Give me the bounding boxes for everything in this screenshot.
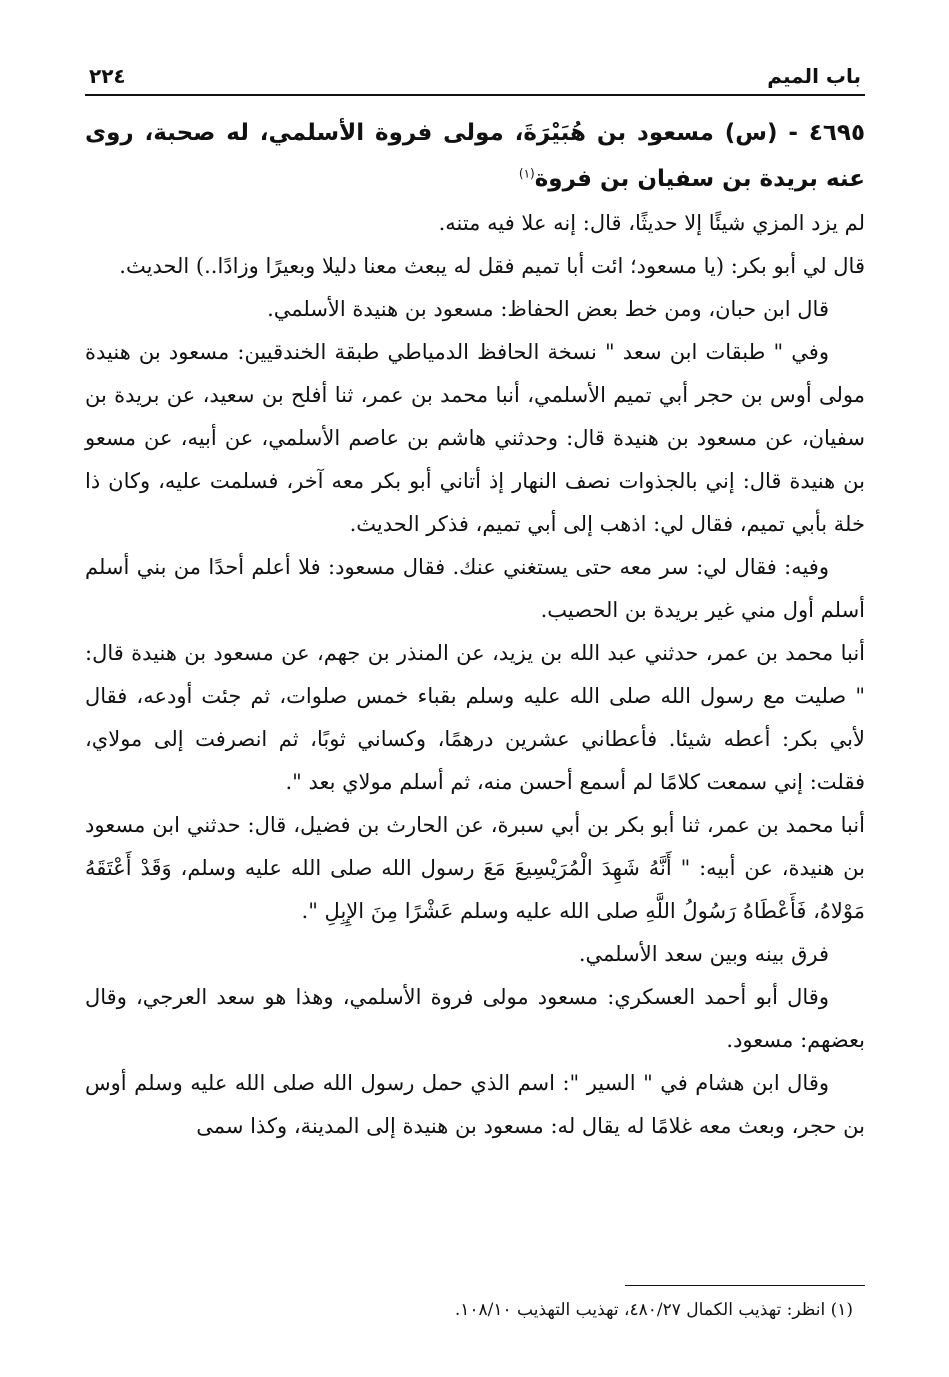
paragraph: وقال أبو أحمد العسكري: مسعود مولى فروة الأسلمي، وهذا هو سعد العرجي، وقال بعضهم: مسعود. bbox=[85, 985, 865, 1052]
paragraph: وفي " طبقات ابن سعد " نسخة الحافظ الدمياطي طبقة الخندقيين: مسعود بن هنيدة مولى أوس بن حجر أبي تميم الأسلمي، أنبا محمد بن عمر، ثنا أفلح بن سعيد، عن بريدة بن سفيان، عن مسعود بن هنيدة قال: وحدثني هاشم بن عاصم الأسلمي، عن أبيه، عن مسعو بن هنيدة قال: إني بالجذوات نصف النهار إذ أتاني أبو بكر معه آخر، فسلمت عليه، وكان ذا خلة بأبي تميم، فقال لي: اذهب إلى أبي تميم، فذكر الحديث. bbox=[85, 340, 865, 536]
entry-heading bbox=[85, 110, 865, 202]
entry-heading-text: ٤٦٩٥ - (س) مسعود بن هُبَيْرَةَ، مولى فروة الأسلمي، له صحبة، روى عنه بريدة بن سفيان بن فروة bbox=[85, 120, 865, 192]
paragraph: وفيه: فقال لي: سر معه حتى يستغني عنك. فقال مسعود: فلا أعلم أحدًا من بني أسلم أسلم أول مني غير بريدة بن الحصيب. bbox=[85, 555, 865, 622]
paragraph: وقال ابن هشام في " السير ": اسم الذي حمل رسول الله صلى الله عليه وسلم أوس بن حجر، وبعث معه غلامًا له يقال له: مسعود بن هنيدة إلى المدينة، وكذا سمى bbox=[85, 1071, 865, 1138]
page-number: ٢٢٤ bbox=[89, 64, 126, 88]
footnote-reference[interactable]: (١) bbox=[518, 166, 535, 181]
book-page bbox=[85, 60, 865, 1320]
paragraph: أنبا محمد بن عمر، حدثني عبد الله بن يزيد، عن المنذر بن جهم، عن مسعود بن هنيدة قال: " صليت مع رسول الله صلى الله عليه وسلم بقباء خمس صلوات، ثم جئت أودعه، فقال لأبي بكر: أعطه شيئا. فأعطاني عشرين درهمًا، وكساني ثوبًا، ثم انصرفت إلى مولاي، فقلت: إني سمعت كلامًا لم أسمع أحسن منه، ثم أسلم مولاي بعد ". bbox=[85, 641, 865, 794]
footnote-divider bbox=[625, 1285, 865, 1286]
chapter-title: باب الميم bbox=[767, 64, 861, 88]
footnote: (١) انظر: تهذيب الكمال ٤٨٠/٢٧، تهذيب التهذيب ١٠٨/١٠. bbox=[454, 1300, 853, 1320]
body-text bbox=[85, 110, 865, 1148]
paragraph: أنبا محمد بن عمر، ثنا أبو بكر بن أبي سبرة، عن الحارث بن فضيل، قال: حدثني ابن مسعود بن هنيدة، عن أبيه: " أَنَّهُ شَهِدَ الْمُرَيْسِيعَ مَعَ رسول الله صلى الله عليه وسلم، وَقَدْ أَعْتَقَهُ مَوْلاهُ، فَأَعْطَاهُ رَسُولُ اللَّهِ صلى الله عليه وسلم عَشْرًا مِنَ الإِبِلِ ". bbox=[85, 813, 865, 923]
paragraph: فرق بينه وبين سعد الأسلمي. bbox=[578, 942, 829, 966]
paragraph: لم يزد المزي شيئًا إلا حديثًا، قال: إنه علا فيه متنه. bbox=[438, 211, 865, 235]
running-head bbox=[85, 60, 865, 96]
paragraph: قال ابن حبان، ومن خط بعض الحفاظ: مسعود بن هنيدة الأسلمي. bbox=[267, 297, 829, 321]
paragraph: قال لي أبو بكر: (يا مسعود؛ ائت أبا تميم فقل له يبعث معنا دليلا وبعيرًا وزادًا..) الحديث. bbox=[119, 254, 865, 278]
